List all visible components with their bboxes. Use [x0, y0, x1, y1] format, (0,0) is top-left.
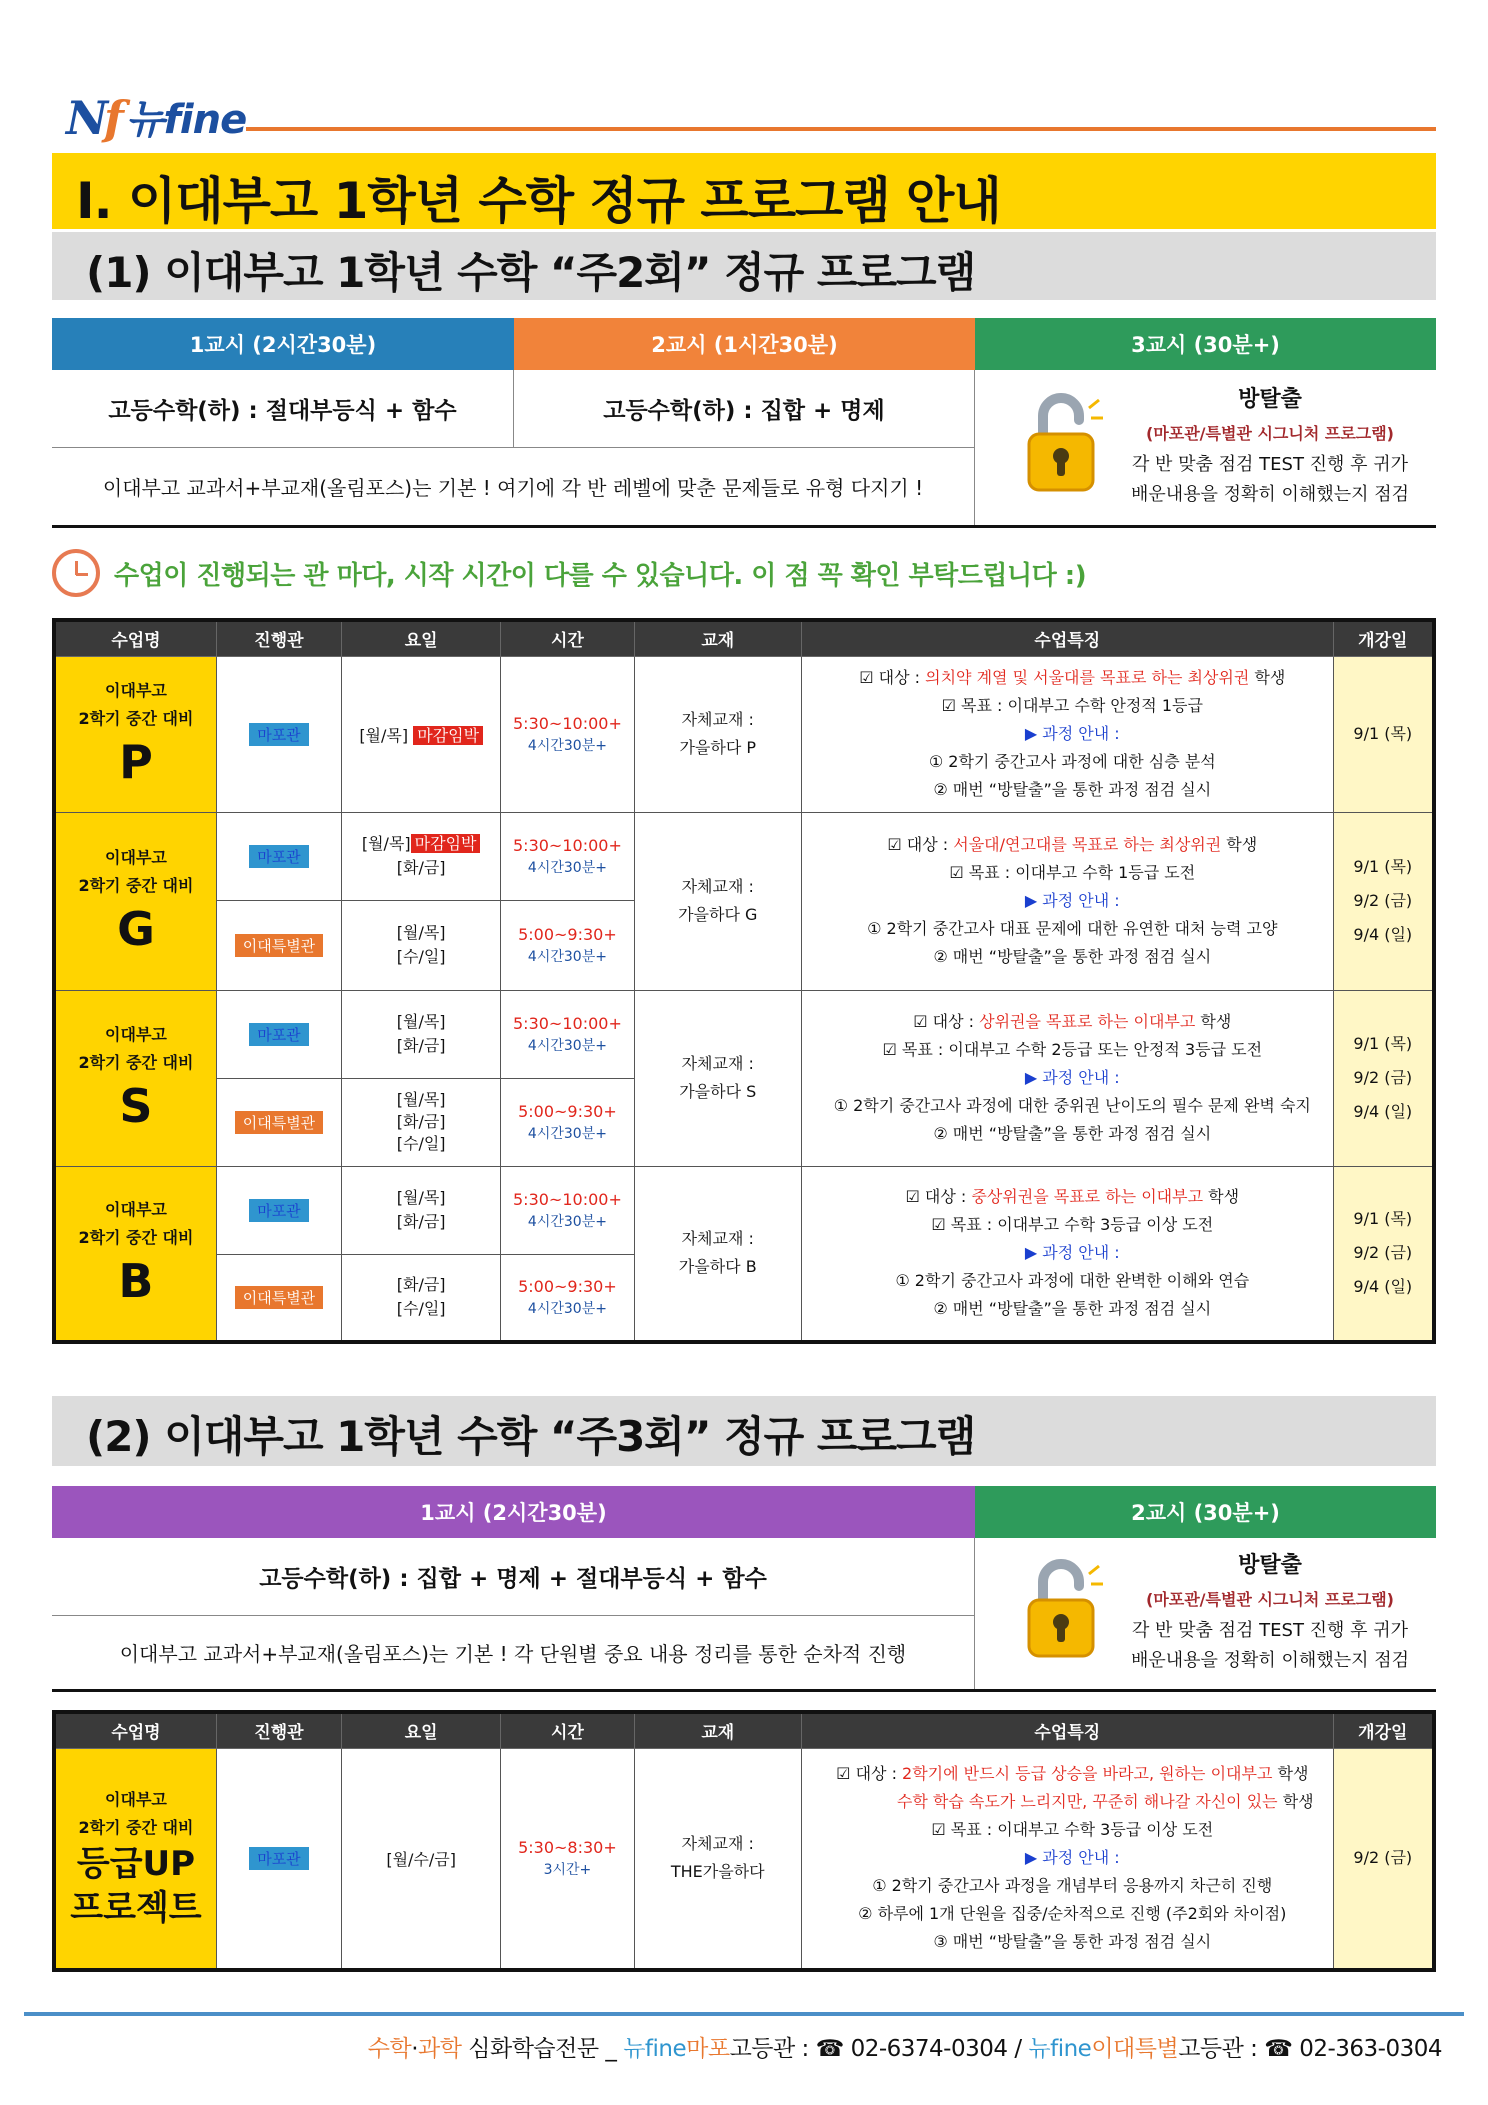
escape-desc-2-2: 배운내용을 정확히 이해했는지 점검 — [1131, 1650, 1409, 1671]
table-row-s-1: 이대부고 2학기 중간 대비 S 마포관 [월/목] [화/금] 5:30~10:00+ 4시간30분+ 자체교재 : 가을하다 S ☑ 대상 : 상위권을 목표로 하는 이대부고 학생 ☑ 목표 : 이대부고 수학 2등급 또는 안정적 3등급 도전 ▶ 과정 안내 : ① 2학기 중간고사 과정에 대한 중위권 난이도의 필수 문제 완벽 숙지 ② 매번 “방탈출”을 통한 과정 점검 실시 9/1 (목) 9/2 (금) 9/4 (일) — [54, 990, 1434, 1078]
table-row-p: 이대부고 2학기 중간 대비 P 마포관 [월/목] 마감임박 5:30~10:00+ 4시간30분+ 자체교재 : 가을하다 P ☑ 대상 : 의치약 계열 및 서울대를 목표로 하는 최상위권 학생 ☑ 목표 : 이대부고 수학 안정적 1등급 ▶ 과정 안내 : ① 2학기 중간고사 과정에 대한 심층 분석 ② 매번 “방탈출”을 통한 과정 점검 실시 9/1 (목) — [54, 656, 1434, 812]
class-name-up: 이대부고 2학기 중간 대비 등급UP 프로젝트 — [54, 1748, 216, 1970]
period-1-header: 1교시 (2시간30분) — [52, 318, 514, 370]
col-open: 개강일 — [1333, 620, 1434, 656]
period-1-header-2: 1교시 (2시간30분) — [52, 1486, 975, 1538]
brand-logo — [66, 91, 247, 145]
header-divider — [246, 127, 1436, 131]
unlock-icon — [1025, 1552, 1105, 1662]
features-g: ☑ 대상 : 서울대/연고대를 목표로 하는 최상위권 학생 ☑ 목표 : 이대부고 수학 1등급 도전 ▶ 과정 안내 : ① 2학기 중간고사 대표 문제에 대한 유연한 대처 능력 고양 ② 매번 “방탈출”을 통한 과정 점검 실시 — [801, 812, 1333, 990]
footer-contact: 수학·과학 심화학습전문 _ 뉴fine마포고등관 : ☎ 02-6374-0304 / 뉴fine이대특별고등관 : ☎ 02-363-0304 — [367, 2036, 1442, 2062]
branch-tag-idae: 이대특별관 — [235, 1111, 323, 1134]
escape-subtitle: (마포관/특별관 시그니처 프로그램) — [1146, 424, 1394, 443]
features-p: ☑ 대상 : 의치약 계열 및 서울대를 목표로 하는 최상위권 학생 ☑ 목표 : 이대부고 수학 안정적 1등급 ▶ 과정 안내 : ① 2학기 중간고사 과정에 대한 심층 분석 ② 매번 “방탈출”을 통한 과정 점검 실시 — [801, 656, 1333, 812]
branch-tag-mapo: 마포관 — [249, 1199, 308, 1222]
schedule-table-1 — [52, 618, 1436, 1344]
open-date-s: 9/1 (목) 9/2 (금) 9/4 (일) — [1333, 990, 1434, 1166]
class-name-b: 이대부고 2학기 중간 대비 B — [54, 1166, 216, 1342]
period-2-header-2: 2교시 (30분+) — [975, 1486, 1436, 1538]
deadline-badge: 마감임박 — [411, 834, 481, 853]
unlock-icon — [1025, 386, 1105, 496]
features-s: ☑ 대상 : 상위권을 목표로 하는 이대부고 학생 ☑ 목표 : 이대부고 수학 2등급 또는 안정적 3등급 도전 ▶ 과정 안내 : ① 2학기 중간고사 과정에 대한 중위권 난이도의 필수 문제 완벽 숙지 ② 매번 “방탈출”을 통한 과정 점검 실시 — [801, 990, 1333, 1166]
notice-text: 수업이 진행되는 관 마다, 시작 시간이 다를 수 있습니다. 이 점 꼭 확인 부탁드립니다 :) — [114, 560, 1087, 591]
open-date-b: 9/1 (목) 9/2 (금) 9/4 (일) — [1333, 1166, 1434, 1342]
open-date-up: 9/2 (금) — [1333, 1748, 1434, 1970]
section1-period-box — [52, 318, 1436, 528]
table-row-s-2: 이대특별관 [월/목] [화/금] [수/일] 5:00~9:30+ 4시간30분+ — [54, 1078, 1434, 1166]
logo-mark: Nf — [66, 91, 120, 145]
features-up: ☑ 대상 : 2학기에 반드시 등급 상승을 바라고, 원하는 이대부고 학생 수학 학습 속도가 느리지만, 꾸준히 해나갈 자신이 있는 학생 ☑ 목표 : 이대부고 수학 3등급 이상 도전 ▶ 과정 안내 : ① 2학기 중간고사 과정을 개념부터 응용까지 차근히 진행 ② 하루에 1개 단원을 집중/순차적으로 진행 (주2회와 차이점) ③ 매번 “방탈출”을 통한 과정 점검 실시 — [801, 1748, 1333, 1970]
table-row-up: 이대부고 2학기 중간 대비 등급UP 프로젝트 마포관 [월/수/금] 5:30~8:30+ 3시간+ 자체교재 : THE가을하다 ☑ 대상 : 2학기에 반드시 등급 상승을 바라고, 원하는 이대부고 학생 수학 학습 속도가 느리지만, 꾸준히 해나갈 자신이 있는 학생 ☑ 목표 : 이대부고 수학 3등급 이상 도전 ▶ 과정 안내 : ① 2학기 중간고사 과정을 개념부터 응용까지 차근히 진행 ② 하루에 1개 단원을 집중/순차적으로 진행 (주2회와 차이점) ③ 매번 “방탈출”을 통한 과정 점검 실시 9/2 (금) — [54, 1748, 1434, 1970]
schedule-table-2 — [52, 1710, 1436, 1972]
col-book: 교재 — [634, 620, 801, 656]
section1-title-bar — [52, 232, 1436, 300]
period-3-header: 3교시 (30분+) — [975, 318, 1436, 370]
col-class: 수업명 — [54, 620, 216, 656]
deadline-badge: 마감임박 — [413, 726, 483, 745]
branch-tag-idae: 이대특별관 — [235, 1286, 323, 1309]
class-name-g: 이대부고 2학기 중간 대비 G — [54, 812, 216, 990]
escape-title: 방탈출 — [1238, 387, 1302, 412]
time-notice — [52, 548, 1086, 598]
table-row-b-2: 이대특별관 [화/금] [수/일] 5:00~9:30+ 4시간30분+ — [54, 1254, 1434, 1342]
open-date-p: 9/1 (목) — [1333, 656, 1434, 812]
table-row-b-1: 이대부고 2학기 중간 대비 B 마포관 [월/목] [화/금] 5:30~10:00+ 4시간30분+ 자체교재 : 가을하다 B ☑ 대상 : 중상위권을 목표로 하는 이대부고 학생 ☑ 목표 : 이대부고 수학 3등급 이상 도전 ▶ 과정 안내 : ① 2학기 중간고사 과정에 대한 완벽한 이해와 연습 ② 매번 “방탈출”을 통한 과정 점검 실시 9/1 (목) 9/2 (금) 9/4 (일) — [54, 1166, 1434, 1254]
class-name-p: 이대부고 2학기 중간 대비 P — [54, 656, 216, 812]
branch-tag-mapo: 마포관 — [249, 845, 308, 868]
section2-title-bar — [52, 1396, 1436, 1466]
period-1-topic: 고등수학(하) : 절대부등식 + 함수 — [52, 370, 514, 448]
section2-note: 이대부고 교과서+부교재(올림포스)는 기본 ! 각 단원별 중요 내용 정리를 통한 순차적 진행 — [52, 1616, 975, 1689]
escape-room-panel — [975, 370, 1436, 525]
escape-room-panel-2 — [975, 1538, 1436, 1689]
branch-tag-mapo: 마포관 — [249, 1847, 308, 1870]
branch-tag-mapo: 마포관 — [249, 723, 308, 746]
features-b: ☑ 대상 : 중상위권을 목표로 하는 이대부고 학생 ☑ 목표 : 이대부고 수학 3등급 이상 도전 ▶ 과정 안내 : ① 2학기 중간고사 과정에 대한 완벽한 이해와 연습 ② 매번 “방탈출”을 통한 과정 점검 실시 — [801, 1166, 1333, 1342]
col-branch: 진행관 — [216, 620, 341, 656]
section2-title: (2) 이대부고 1학년 수학 “주3회” 정규 프로그램 — [86, 1412, 976, 1461]
page-title-bar — [52, 153, 1436, 229]
class-name-s: 이대부고 2학기 중간 대비 S — [54, 990, 216, 1166]
clock-icon — [52, 549, 100, 597]
section1-note: 이대부고 교과서+부교재(올림포스)는 기본 ! 여기에 각 반 레벨에 맞춘 문제들로 유형 다지기 ! — [52, 448, 975, 525]
open-date-g: 9/1 (목) 9/2 (금) 9/4 (일) — [1333, 812, 1434, 990]
page-title: Ⅰ. 이대부고 1학년 수학 정규 프로그램 안내 — [76, 172, 1001, 230]
period-2-topic: 고등수학(하) : 집합 + 명제 — [514, 370, 975, 448]
branch-tag-mapo: 마포관 — [249, 1023, 308, 1046]
escape-title-2: 방탈출 — [1238, 1553, 1302, 1578]
table-header-row: 수업명 진행관 요일 시간 교재 수업특징 개강일 — [54, 1712, 1434, 1748]
escape-desc-1: 각 반 맞춤 점검 TEST 진행 후 귀가 — [1131, 454, 1409, 475]
table-header-row — [54, 620, 1434, 656]
table-row-g-2: 이대특별관 [월/목] [수/일] 5:00~9:30+ 4시간30분+ — [54, 900, 1434, 990]
col-days: 요일 — [341, 620, 500, 656]
escape-subtitle-2: (마포관/특별관 시그니처 프로그램) — [1146, 1590, 1394, 1609]
escape-desc-2-1: 각 반 맞춤 점검 TEST 진행 후 귀가 — [1131, 1620, 1409, 1641]
logo-text: 뉴fine — [125, 97, 247, 143]
branch-tag-idae: 이대특별관 — [235, 934, 323, 957]
escape-desc-2: 배운내용을 정확히 이해했는지 점검 — [1131, 484, 1409, 505]
col-features: 수업특징 — [801, 620, 1333, 656]
col-time: 시간 — [501, 620, 634, 656]
period-2-header: 2교시 (1시간30분) — [514, 318, 975, 370]
section1-title: (1) 이대부고 1학년 수학 “주2회” 정규 프로그램 — [86, 248, 976, 297]
footer-divider — [24, 2012, 1464, 2016]
section2-period-box — [52, 1486, 1436, 1692]
table-row-g-1: 이대부고 2학기 중간 대비 G 마포관 [월/목] 마감임박 [화/금] 5:30~10:00+ 4시간30분+ 자체교재 : 가을하다 G ☑ 대상 : 서울대/연고대를 목표로 하는 최상위권 학생 ☑ 목표 : 이대부고 수학 1등급 도전 ▶ 과정 안내 : ① 2학기 중간고사 대표 문제에 대한 유연한 대처 능력 고양 ② 매번 “방탈출”을 통한 과정 점검 실시 9/1 (목) 9/2 (금) 9/4 (일) — [54, 812, 1434, 900]
section2-topic: 고등수학(하) : 집합 + 명제 + 절대부등식 + 함수 — [52, 1538, 975, 1616]
